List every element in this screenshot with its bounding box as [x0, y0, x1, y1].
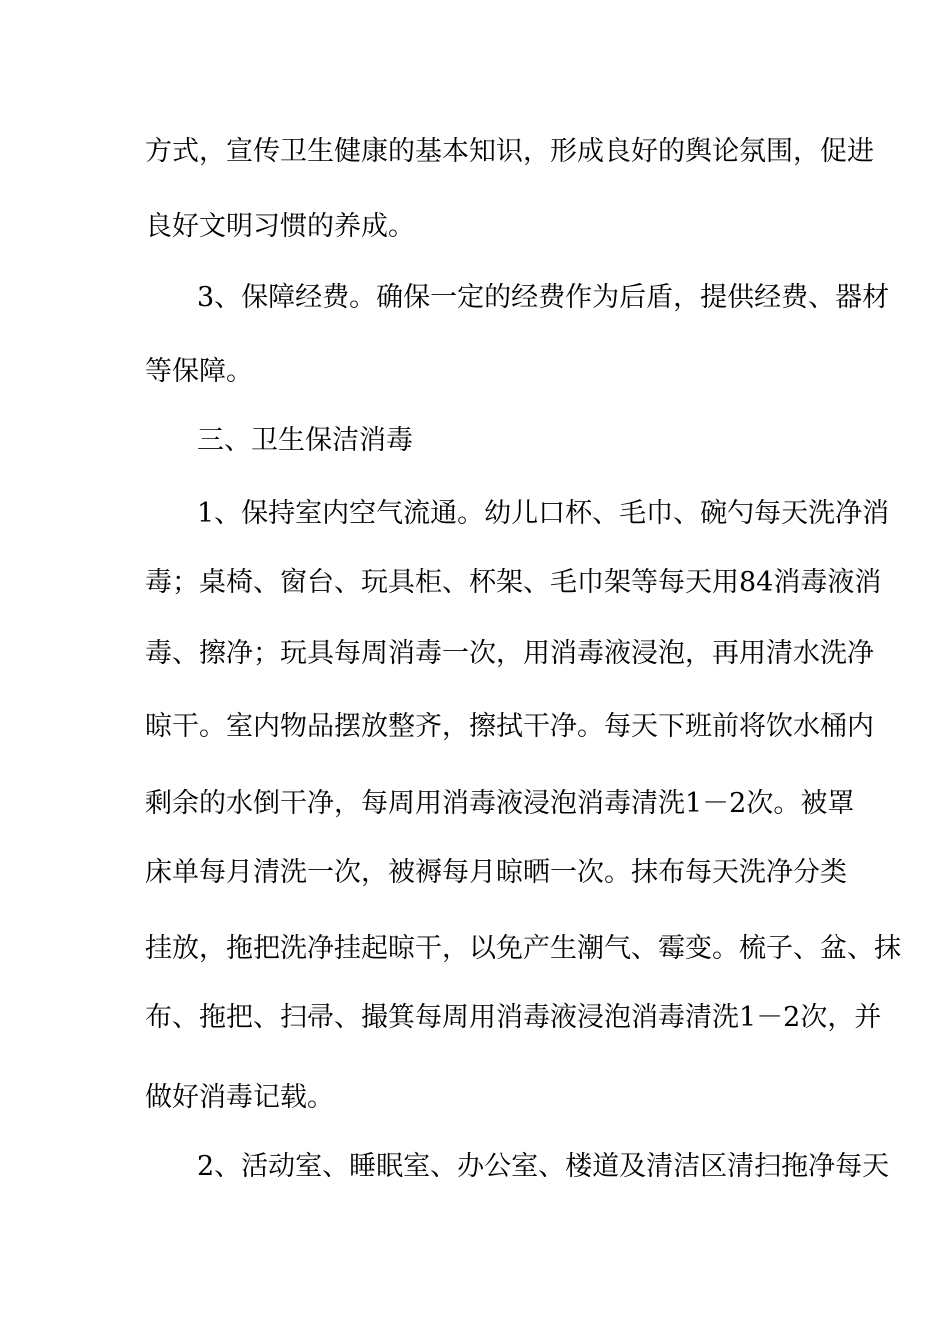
text-line-12: 挂放，拖把洗净挂起晾干，以免产生潮气、霉变。梳子、盆、抹 [145, 933, 901, 964]
text-line-4: 等保障。 [145, 356, 253, 387]
text-line-14: 做好消毒记载。 [145, 1082, 334, 1113]
text-line-8: 毒、擦净；玩具每周消毒一次，用消毒液浸泡，再用清水洗净 [145, 638, 874, 669]
text-line-15: 2、活动室、睡眠室、办公室、楼道及清洁区清扫拖净每天 [197, 1151, 890, 1182]
text-line-3: 3、保障经费。确保一定的经费作为后盾，提供经费、器材 [197, 282, 890, 313]
text-line-11: 床单每月清洗一次，被褥每月晾晒一次。抹布每天洗净分类 [145, 857, 847, 888]
text-line-2: 良好文明习惯的养成。 [145, 211, 415, 242]
text-line-9: 晾干。室内物品摆放整齐，擦拭干净。每天下班前将饮水桶内 [145, 711, 874, 742]
text-line-6: 1、保持室内空气流通。幼儿口杯、毛巾、碗勺每天洗净消 [197, 498, 890, 529]
section-heading: 三、卫生保洁消毒 [197, 425, 413, 456]
text-line-13: 布、拖把、扫帚、撮箕每周用消毒液浸泡消毒清洗1－2次，并 [145, 1002, 882, 1033]
text-line-1: 方式，宣传卫生健康的基本知识，形成良好的舆论氛围，促进 [145, 136, 874, 167]
text-line-10: 剩余的水倒干净，每周用消毒液浸泡消毒清洗1－2次。被罩 [145, 788, 855, 819]
text-line-7: 毒；桌椅、窗台、玩具柜、杯架、毛巾架等每天用84消毒液消 [145, 567, 882, 598]
